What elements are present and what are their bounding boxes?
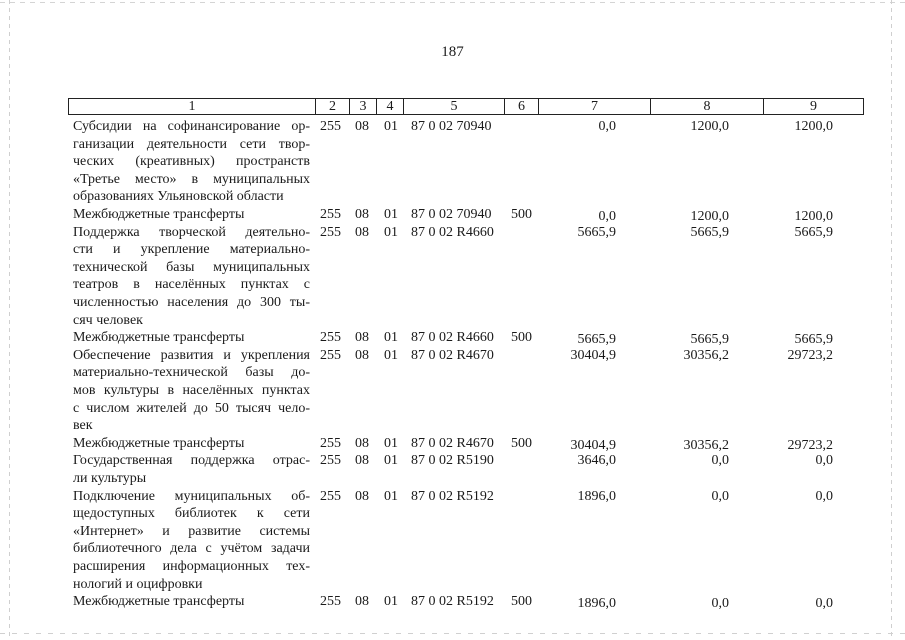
- row-3-chapter-code: 08: [355, 224, 369, 240]
- row-2-description: [73, 206, 310, 224]
- scan-edge-bottom: [0, 633, 905, 634]
- row-9-expense-type: 500: [511, 594, 532, 610]
- header-col-9: 9: [810, 99, 817, 114]
- row-9-section-code: 255: [320, 594, 341, 610]
- row-5-amount-col7: 30404,9: [570, 347, 616, 363]
- row-6-amount-col9: 29723,2: [787, 437, 833, 453]
- row-6-amount-col7: 30404,9: [570, 437, 616, 453]
- row-4-target-article: 87 0 02 R4660: [411, 330, 494, 346]
- description-line: ганизации деятельности сети твор-: [73, 136, 310, 152]
- description-line: с числом жителей до 50 тысяч чело-: [73, 400, 310, 416]
- description-line: Поддержка творческой деятельно-: [73, 224, 310, 240]
- row-3-amount-col8: 5665,9: [690, 224, 729, 240]
- row-2-subsection-code: 01: [384, 207, 398, 222]
- row-4-amount-col8: 5665,9: [690, 332, 729, 348]
- row-2-section-code: 255: [320, 207, 341, 222]
- header-col-1: 1: [69, 99, 316, 114]
- description-line: Межбюджетные трансферты: [73, 207, 245, 222]
- row-6-chapter-code: 08: [355, 435, 369, 451]
- scan-edge-right: [891, 0, 892, 640]
- row-5-target-article: 87 0 02 R4670: [411, 347, 494, 363]
- header-col-7: 7: [539, 99, 651, 114]
- table-header-row: [68, 98, 864, 115]
- row-6-section-code: 255: [320, 435, 341, 451]
- row-5-amount-col9: 29723,2: [787, 347, 833, 363]
- row-2-amount-col7: 0,0: [598, 209, 616, 224]
- row-5-description: [73, 347, 310, 435]
- row-4-description: [73, 329, 310, 347]
- row-1-subsection-code: 01: [384, 119, 398, 134]
- row-2-amount-col9: 1200,0: [794, 209, 833, 224]
- row-5-amount-col8: 30356,2: [683, 347, 729, 363]
- description-line: мов культуры в населённых пунктах: [73, 382, 310, 398]
- row-6-description: [73, 435, 310, 453]
- row-7-amount-col8: 0,0: [711, 453, 729, 469]
- row-9-amount-col8: 0,0: [711, 596, 729, 612]
- row-4-expense-type: 500: [511, 330, 532, 346]
- row-8-amount-col9: 0,0: [815, 488, 833, 504]
- row-9-description: [73, 593, 310, 611]
- description-line: «Третье место» в муниципальных: [73, 171, 310, 187]
- description-line: Субсидии на софинансирование ор-: [73, 119, 310, 134]
- header-col-5: 5: [404, 99, 505, 114]
- description-line: век: [73, 418, 93, 434]
- description-line: нологий и оцифровки: [73, 576, 203, 592]
- row-4-section-code: 255: [320, 330, 341, 346]
- row-1-description: [73, 118, 310, 206]
- row-2-target-article: 87 0 02 70940: [411, 207, 492, 222]
- description-line: сяч человек: [73, 312, 143, 328]
- header-col-6: 6: [505, 99, 539, 114]
- header-col-8: 8: [651, 99, 764, 114]
- row-1-target-article: 87 0 02 70940: [411, 119, 492, 134]
- page-number: 187: [441, 44, 464, 60]
- row-6-amount-col8: 30356,2: [683, 437, 729, 453]
- description-line: сти и укрепление материально-: [73, 242, 310, 258]
- row-9-target-article: 87 0 02 R5192: [411, 594, 494, 610]
- scan-edge-left: [9, 0, 10, 640]
- description-line: «Интернет» и развитие системы: [73, 523, 310, 539]
- row-1-amount-col9: 1200,0: [794, 119, 833, 134]
- row-4-subsection-code: 01: [384, 330, 398, 346]
- description-line: численностью населения до 300 ты-: [73, 294, 310, 310]
- row-1-chapter-code: 08: [355, 119, 369, 134]
- description-line: ли культуры: [73, 470, 147, 486]
- description-line: технической базы муниципальных: [73, 259, 310, 275]
- row-1-amount-col7: 0,0: [598, 119, 616, 134]
- description-line: Межбюджетные трансферты: [73, 330, 245, 346]
- row-7-description: [73, 452, 310, 487]
- row-3-section-code: 255: [320, 224, 341, 240]
- row-5-subsection-code: 01: [384, 347, 398, 363]
- description-line: библиотечного дела с учётом задачи: [73, 541, 310, 557]
- row-2-expense-type: 500: [511, 207, 532, 222]
- row-7-chapter-code: 08: [355, 453, 369, 469]
- description-line: ческих (креативных) пространств: [73, 154, 310, 170]
- row-1-section-code: 255: [320, 119, 341, 134]
- row-9-subsection-code: 01: [384, 594, 398, 610]
- row-9-chapter-code: 08: [355, 594, 369, 610]
- row-8-target-article: 87 0 02 R5192: [411, 488, 494, 504]
- description-line: Государственная поддержка отрас-: [73, 453, 310, 469]
- row-8-amount-col8: 0,0: [711, 488, 729, 504]
- row-5-section-code: 255: [320, 347, 341, 363]
- header-col-2: 2: [316, 99, 350, 114]
- header-col-4: 4: [377, 99, 404, 114]
- row-7-section-code: 255: [320, 453, 341, 469]
- scan-edge-top: [0, 2, 905, 3]
- row-8-section-code: 255: [320, 488, 341, 504]
- row-3-target-article: 87 0 02 R4660: [411, 224, 494, 240]
- row-7-amount-col9: 0,0: [815, 453, 833, 469]
- description-line: расширения информационных тех-: [73, 558, 310, 574]
- description-line: Обеспечение развития и укрепления: [73, 347, 310, 363]
- row-4-amount-col9: 5665,9: [794, 332, 833, 348]
- row-3-description: [73, 224, 310, 330]
- header-col-3: 3: [350, 99, 377, 114]
- row-2-amount-col8: 1200,0: [690, 209, 729, 224]
- row-6-expense-type: 500: [511, 435, 532, 451]
- description-line: Межбюджетные трансферты: [73, 435, 245, 451]
- row-4-chapter-code: 08: [355, 330, 369, 346]
- row-6-subsection-code: 01: [384, 435, 398, 451]
- row-1-amount-col8: 1200,0: [690, 119, 729, 134]
- row-6-target-article: 87 0 02 R4670: [411, 435, 494, 451]
- row-4-amount-col7: 5665,9: [577, 332, 616, 348]
- row-2-chapter-code: 08: [355, 207, 369, 222]
- row-9-amount-col9: 0,0: [815, 596, 833, 612]
- description-line: Межбюджетные трансферты: [73, 594, 245, 610]
- description-line: щедоступных библиотек к сети: [73, 506, 310, 522]
- row-9-amount-col7: 1896,0: [577, 596, 616, 612]
- description-line: Подключение муниципальных об-: [73, 488, 310, 504]
- row-3-amount-col7: 5665,9: [577, 224, 616, 240]
- description-line: образованиях Ульяновской области: [73, 189, 284, 205]
- description-line: материально-технической базы до-: [73, 365, 310, 381]
- row-8-chapter-code: 08: [355, 488, 369, 504]
- row-5-chapter-code: 08: [355, 347, 369, 363]
- row-7-subsection-code: 01: [384, 453, 398, 469]
- row-3-amount-col9: 5665,9: [794, 224, 833, 240]
- row-8-description: [73, 488, 310, 594]
- row-7-amount-col7: 3646,0: [577, 453, 616, 469]
- row-8-subsection-code: 01: [384, 488, 398, 504]
- row-7-target-article: 87 0 02 R5190: [411, 453, 494, 469]
- description-line: театров в населённых пунктах с: [73, 277, 310, 293]
- row-3-subsection-code: 01: [384, 224, 398, 240]
- row-8-amount-col7: 1896,0: [577, 488, 616, 504]
